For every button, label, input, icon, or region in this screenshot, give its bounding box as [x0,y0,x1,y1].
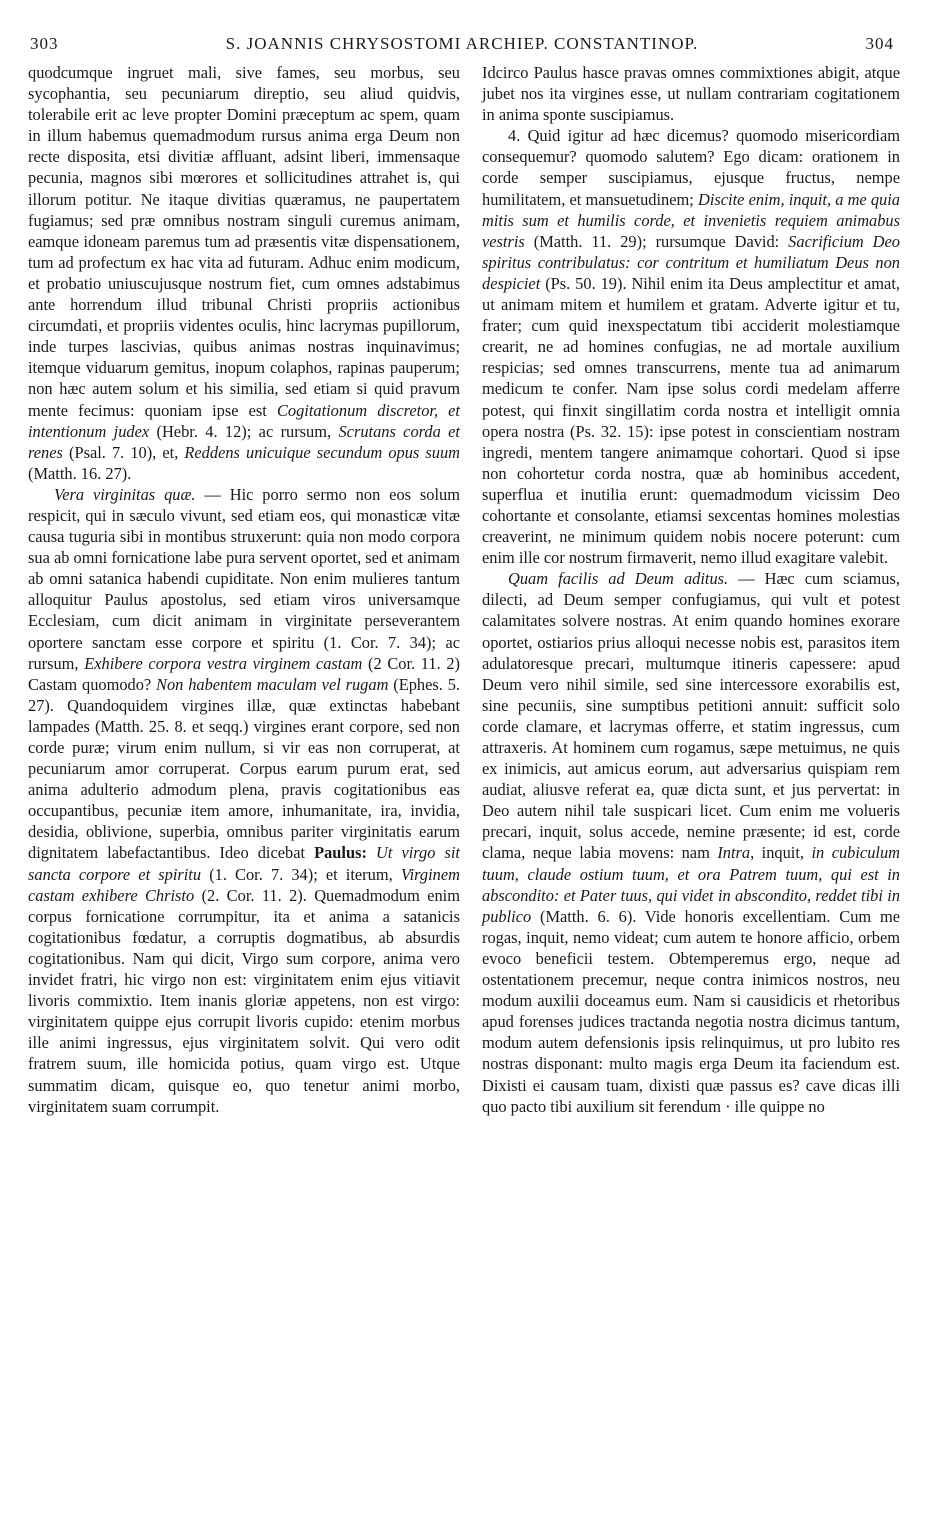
left-column [28,62,460,1117]
page-number-right: 304 [865,34,894,53]
page-number-left: 303 [30,34,59,53]
paragraph: Quam facilis ad Deum aditus. — Hæc cum sciamus, dilecti, ad Deum semper confugiamus, qui vult et potest calamitates solvere nostras. At enim quando homines exorare oportet, ostiarios prius alloqui necesse nobis est, parasitos item adulatoresque precari, multumque itineris capessere: apud Deum vero nihil simile, sed sine intercessore exorabilis est, sine pecuniis, sine sumptibus petitioni annuit: sufficit solo corde clamare, et lacrymas offerre, et statim ingressus, cum attraxeris. At hominem cum rogamus, sæpe metuimus, ne quis ex inimicis, aut amicus eorum, aut adversarius quispiam rem audiat, aliusve referat ea, quæ dicta sunt, et jus pervertat: in Deo autem nihil tale suspicari licet. Cum enim me volueris precari, inquit, solus accede, nemine præsente; id est, corde clama, neque labia movens: nam Intra, inquit, in cubiculum tuum, claude ostium tuum, et ora Patrem tuum, qui est in abscondito: et Pater tuus, qui videt in abscondito, reddet tibi in publico (Matth. 6. 6). Vide honoris excellentiam. Cum me rogas, inquit, nemo videat; cum autem te honore afficio, orbem evoco beneficii testem. Obtemperemus ergo, neque ad ostentationem precemur, neque contra inimicos nostros, neu modum auxilii doceamus eum. Nam si causidicis et rhetoribus apud forenses judices tractanda negotia nostra dicimus tantum, modum autem defensionis ipsis relinquimus, ut pro lubito res nostras disponant: multo magis erga Deum ita faciendum est. Dixisti ei causam tuam, dixisti quæ passus es? cave dicas illi quo pacto tibi auxilium sit ferendum · ille quippe no [482,569,900,1116]
section-heading: Quam facilis ad Deum aditus. [508,569,729,589]
right-column [482,62,900,1117]
paragraph: Idcirco Paulus hasce pravas omnes commixtiones abigit, atque jubet nos ita virgines esse, ut nullam contrariam cogitationem in anima sponte suscipiamus. [482,63,900,125]
running-header [30,34,894,58]
section-heading: Vera virginitas quæ. [54,484,196,504]
running-title: S. JOANNIS CHRYSOSTOMI ARCHIEP. CONSTANTINOP. [225,34,699,53]
paragraph: Vera virginitas quæ. — Hic porro sermo non eos solum respicit, qui in sæculo vivunt, sed etiam eos, qui monasticæ vitæ causa tuguria sibi in montibus struxerunt: quia non modo corpora sua ab omni fornicatione labe pura servent oportet, sed et animam ab omni satanica habendi cupiditate. Non enim mulieres tantum alloquitur Paulus apostolus, sed etiam viros universamque Ecclesiam, cum dicit animam in virginitate perseverantem oportere sanctam esse corpore et spiritu (1. Cor. 7. 34); ac rursum, Exhibere corpora vestra virginem castam (2 Cor. 11. 2) Castam quomodo? Non habentem maculam vel rugam (Ephes. 5. 27). Quandoquidem virgines illæ, quæ extinctas habebant lampades (Matth. 25. 8. et seqq.) virgines erant corpore, sed non corde puræ; virum enim nullum, si vir eas non corruperat, at pecuniarum amor corruperat. Corpus earum purum erat, sed anima adulterio admodum plena, pravis cogitationibus eas occupantibus, pecuniæ item amore, inhumanitate, ira, invidia, desidia, oblivione, superbia, omnibus pariter virginitatis earum dignitatem labefactantibus. Ideo dicebat Paulus: Ut virgo sit sancta corpore et spiritu (1. Cor. 7. 34); et iterum, Virginem castam exhibere Christo (2. Cor. 11. 2). Quemadmodum enim corpus fornicatione corrumpitur, ita et anima a satanicis cogitationibus fœdatur, a corruptis dogmatibus, ab absurdis cogitationibus. Nam qui dicit, Virgo sum corpore, anima vero invidet fratri, hic virgo non est: virginitatem enim ejus vitiavit livoris commixtio. Item inanis gloriæ appetens, non est virgo: virginitatem quippe ejus corrupit livoris cupido: etenim morbus ille animi ingressus, ejus virginitatem solvit. Qui vero odit fratrem suum, ille homicida potius, quam virgo est. Utque summatim dicam, quisque eo, quo tenetur animi morbo, virginitatem suam corrumpit. [28,484,460,1116]
paragraph: quodcumque ingruet mali, sive fames, seu morbus, seu sycophantia, seu pecuniarum direptio, seu aliud quidvis, tolerabile erit ac leve propter Domini præceptum ac spem, quam in illum habemus quemadmodum rursus anima erga Deum non recte disposita, etsi divitiæ affluant, adsint liberi, immensaque pecunia, magnos sibi mœrores et sollicitudines attrahet is, qui illorum potitur. Ne itaque divitias quæramus, ne paupertatem fugiamus; sed præ omnibus nostram singuli curemus animam, eamque idoneam paremus tum ad præsentis vitæ dispensationem, tum ad profectum ex hac vita ad futuram. Adhuc enim modicum, et probatio uniuscujusque nostrum fiet, cum omnes adstabimus ante horrendum illud tribunal Christi propriis actionibus circumdati, et propriis videntes oculis, hinc lacrymas pupillorum, inde turpes lascivias, quibus animas nostras inquinavimus; itemque viduarum gemitus, inopum colaphos, rapinas pauperum; non hæc autem solum et his similia, sed etiam si quid pravum mente fecimus: quoniam ipse est Cogitationum discretor, et intentionum judex (Hebr. 4. 12); ac rursum, Scrutans corda et renes (Psal. 7. 10), et, Reddens unicuique secundum opus suum (Matth. 16. 27). [28,63,460,483]
paragraph: 4. Quid igitur ad hæc dicemus? quomodo misericordiam consequemur? quomodo salutem? Ego dicam: orationem in corde semper suscipiamus, ejusque fructus, nempe humilitatem, et mansuetudinem; Discite enim, inquit, a me quia mitis sum et humilis corde, et invenietis requiem animabus vestris (Matth. 11. 29); rursumque David: Sacrificium Deo spiritus contribulatus: cor contritum et humiliatum Deus non despiciet (Ps. 50. 19). Nihil enim ita Deus amplectitur et amat, ut animam mitem et humilem et gratam. Adverte igitur et tu, frater; cum quid inexspectatum tibi acciderit molestiamque crearit, ne ad homines confugias, ne ad mortale auxilium respicias; sed omnes transcurrens, mente tua ad animarum medicum te confer. Nam ipse solus cordi medelam afferre potest, qui finxit singillatim corda nostra et intelligit omnia opera nostra (Ps. 32. 15): ipse potest in conscientiam nostram ingredi, mentem tangere animamque cohortari. Quod si ipse non cohortetur corda nostra, quæ ab hominibus accedent, superflua et inutilia erunt: quemadmodum vicissim Deo cohortante et consolante, etiamsi sexcentas homines molestias creaverint, ne minimum quidem nobis nocere poterunt: cum enim ille cor nostrum firmaverit, nemo illud exagitare valebit. [482,126,900,568]
